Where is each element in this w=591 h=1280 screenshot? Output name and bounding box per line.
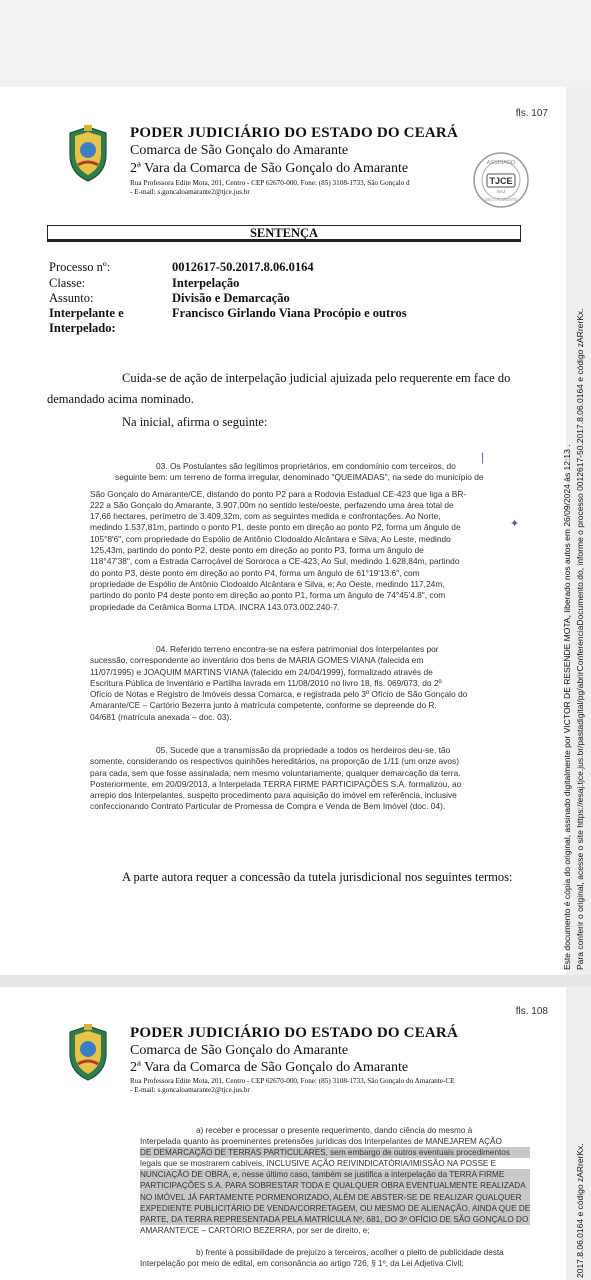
folio-number: fls. 107 — [515, 108, 548, 119]
excerpt-line: seguinte bem: um terreno de forma irregular, denominado "QUEIMADAS", na sede do município de — [115, 472, 484, 483]
excerpt-line-highlighted: PARTE, DA TERRA REPRESENTADA PELA MATRÍCULA Nº. 681, DO 3º OFÍCIO DE SÃO GONÇALO DO — [140, 1214, 529, 1224]
excerpt-paragraph-04 — [90, 644, 467, 723]
excerpt-line: Ofício de Notas e Registro de Imóveis dessa Comarca, e registrada pelo 3º Ofício de São Gonçalo do — [90, 689, 468, 700]
excerpt-line: 125,43m, partindo do ponto P2, deste ponto em direção ao ponto P3, forma um ângulo de — [90, 545, 424, 556]
excerpt-line: AMARANTE/CE – CARTÓRIO BEZERRA, por ser de direito, e; — [140, 1225, 370, 1235]
excerpt-line: a) receber e processar o presente requerimento, dando ciência do mesmo à — [196, 1126, 473, 1135]
excerpt-line: partindo do ponto P4 deste ponto em direção ao ponto P1, forma um ângulo de 74°45'4.8", com — [90, 590, 446, 601]
court-title: PODER JUDICIÁRIO DO ESTADO DO CEARÁ — [130, 1025, 458, 1041]
seal-top-text: ASSINADO — [486, 160, 516, 166]
excerpt-line-highlighted: DE DEMARCAÇÃO DE TERRAS PARTICULARES, sem embargo de outros eventuais procedimentos — [140, 1147, 530, 1158]
excerpt-line: Posteriormente, em 20/09/2013, a Interpelada TERRA FIRME PARTICIPAÇÕES S.A. formalizou, ao — [90, 778, 462, 789]
court-email: - E-mail: s.goncaloamarante2@tjce.jus.br — [130, 1086, 250, 1094]
excerpt-line-highlighted: NUNCIAÇÃO DE OBRA, e, nesse último caso, também se justifica a interpelação da TERRA FIRME — [140, 1169, 530, 1180]
section-title: SENTENÇA — [249, 226, 319, 240]
excerpt-line: 04/681 (matrícula anexada – doc. 03). — [90, 711, 232, 722]
margin-mark-icon: ✦ — [510, 518, 520, 530]
meta-label-assunto: Assunto: — [49, 291, 94, 305]
court-address: Rua Professora Edite Mota, 201, Centro - CEP 62670-000, Fone: (85) 3108-1733, São Gonçalo d — [130, 179, 410, 187]
meta-label-processo: Processo nº: — [49, 260, 111, 274]
excerpt-line-highlighted: EXPEDIENTE PUBLICITÁRIO DE VENDA/CORRETAGEM, OU MESMO DE ALIENAÇÃO, AINDA QUE DE — [140, 1203, 531, 1213]
excerpt-line: 222 a São Gonçalo do Amarante, 3.907,00m no sentido leste/oeste, perfazendo uma área total de — [90, 499, 454, 510]
excerpt-line: sucessão, correspondente ao inventário dos bens de MARIA GOMES VIANA (falecida em — [90, 655, 424, 666]
meta-label-partes: Interpelante e — [49, 306, 124, 320]
document-page-107 — [0, 87, 566, 975]
excerpt-paragraph-05 — [90, 745, 461, 813]
excerpt-line: São Gonçalo do Amarante/CE, distando do ponto P2 para a Rodovia Estadual CE-423 que liga a BR- — [90, 488, 467, 499]
excerpt-line: 05. Sucede que a transmissão da propriedade a todos os herdeiros deu-se, tão — [156, 745, 451, 755]
excerpt-line-highlighted: PARTICIPAÇÕES S.A. PARA SOBRESTAR TODA E QUALQUER OBRA EVENTUALMENTE REALIZADA — [140, 1180, 530, 1191]
excerpt-line: Escritura Pública de Inventário e Partilha lavrada em 11/08/2010 no livro 18, fls. 069/073, do 2º — [90, 677, 442, 688]
excerpt-line: 17,66 hectares, perímetro de 3.409,32m, com as seguintes medida e confrontações. Ao Norte, — [90, 511, 441, 522]
meta-value-partes: Francisco Girlando Viana Procópio e outros — [172, 306, 407, 320]
intro-line-2: demandado acima nominado. — [47, 392, 194, 406]
seal-sub-text: SAJ — [496, 189, 506, 194]
excerpt-line: arrepio dos Interpelantes, suspeito procedimento para aquisição do imóvel em referência, inclusive — [90, 790, 457, 801]
ceara-crest-icon — [66, 1024, 110, 1082]
page-gap — [0, 975, 591, 987]
meta-value-classe: Interpelação — [172, 276, 240, 290]
comarca-name: Comarca de São Gonçalo do Amarante — [130, 143, 349, 158]
excerpt-line-highlighted: NO IMÓVEL JÁ FARTAMENTE PORMENORIZADO, ALÉM DE ABSTER-SE DE REALIZAR QUALQUER — [140, 1192, 530, 1203]
document-page-108 — [0, 987, 566, 1280]
court-address: Rua Professora Edite Mota, 201, Centro - CEP 62670-000, Fone: (85) 3108-1733, São Gonçalo do Amarante-CE — [130, 1077, 455, 1085]
meta-value-assunto: Divisão e Demarcação — [172, 291, 290, 305]
excerpt-line: Interpelação por meio de edital, em consonância ao artigo 726, § 1º, da Lei Adjetiva Civil; — [140, 1259, 464, 1269]
ceara-crest-icon — [66, 125, 110, 183]
digital-signature-seal-icon — [472, 151, 530, 209]
vara-name: 2ª Vara da Comarca de São Gonçalo do Amarante — [130, 161, 409, 176]
meta-value-processo: 0012617-50.2017.8.06.0164 — [172, 260, 314, 274]
comarca-name: Comarca de São Gonçalo do Amarante — [130, 1043, 349, 1058]
digital-copy-stamp-line-2: Para conferir o original, acesse o site https://esaj.tjce.jus.br/pastadigital/pg/abrirConferenciaDocumento.do, informe o processo 0012617-50.2017.8.06.0164 e código zARrerKx. — [575, 308, 585, 970]
seal-center-text: TJCE — [489, 176, 513, 186]
excerpt-line: 118°47'38", com a Estrada Carroçável de Sororoca a CE-423; Ao Sul, medindo 1.628,84m, partindo — [90, 556, 460, 567]
excerpt-item-b — [140, 1247, 504, 1269]
intro-line-3: Na inicial, afirma o seguinte: — [122, 415, 268, 429]
court-email: - E-mail: s.goncaloamarante2@tjce.jus.br — [130, 188, 250, 196]
excerpt-line: do ponto P3, deste ponto em direção ao ponto P4, forma um ângulo de 61°19'13.6", com — [90, 567, 420, 578]
excerpt-line: confeccionando Contrato Particular de Promessa de Compra e Venda de Bem Imóvel (doc. 04). — [90, 801, 446, 812]
section-title-box — [47, 225, 521, 242]
closing-line: A parte autora requer a concessão da tutela jurisdicional nos seguintes termos: — [122, 870, 513, 884]
intro-line-1: Cuida-se de ação de interpelação judicial ajuizada pelo requerente em face do — [122, 371, 511, 385]
digital-copy-stamp-line-1: Este documento é cópia do original, assinado digitalmente por VICTOR DE RESENDE MOTA, liberado nos autos em 26/09/2024 às 12:13 . — [562, 444, 572, 970]
top-margin — [0, 0, 591, 87]
excerpt-line: Interpelada quanto às proeminentes pretensões jurídicas dos Interpelantes de MANEJAREM AÇÃO — [140, 1137, 502, 1147]
court-title: PODER JUDICIÁRIO DO ESTADO DO CEARÁ — [130, 125, 458, 141]
excerpt-item-a — [140, 1125, 530, 1236]
excerpt-line: 11/07/1995) e JOAQUIM MARTINS VIANA (falecido em 24/04/1999), formalizado através de — [90, 666, 433, 677]
excerpt-line: 04. Referido terreno encontra-se na esfera patrimonial dos Interpelantes por — [156, 644, 439, 654]
excerpt-line: Amarante/CE – Cartório Bezerra junto à matrícula competente, conforme se depreende do R. — [90, 700, 437, 711]
digital-copy-stamp-line-3: 2017.8.06.0164 e código zARrerKx. — [575, 1143, 585, 1278]
vara-name: 2ª Vara da Comarca de São Gonçalo do Amarante — [130, 1060, 409, 1075]
meta-label-classe: Classe: — [49, 276, 86, 290]
pen-mark-icon: ❘ — [478, 452, 488, 464]
excerpt-line: b) frente à possibilidade de prejuízo a terceiros, acolher o pleito de publicidade desta — [196, 1248, 504, 1257]
excerpt-line: propriedade da Cerâmica Borma LTDA. INCRA 143.073.002.240-7. — [90, 601, 340, 612]
excerpt-line: medindo 1.537,81m, partindo o ponto P1, deste ponto em direção ao ponto P2, forma um ângulo de — [90, 522, 461, 533]
excerpt-line: para cada, sem que fosse assinalada, nem mesmo voluntariamente, qualquer demarcação da terra. — [90, 767, 461, 778]
excerpt-line: 105°8'6", com propriedade do Espólio de Antônio Clodoaldo Alcântara e Silva; Ao Leste, medindo — [90, 533, 451, 544]
excerpt-line: legais que se mostrarem cabíveis, INCLUSIVE AÇÃO REIVINDICATÓRIA/IMISSÃO NA POSSE E — [140, 1159, 497, 1169]
excerpt-line: 03. Os Postulantes são legítimos proprietários, em condomínio com terceiros, do — [156, 461, 456, 471]
meta-label-partes-2: Interpelado: — [49, 321, 116, 335]
excerpt-line: somente, considerando os respectivos quinhões hereditários, na proporção de 1/11 (um onze avos) — [90, 756, 460, 767]
folio-number: fls. 108 — [515, 1006, 548, 1017]
excerpt-paragraph-03 — [90, 461, 484, 613]
seal-bottom-text: DIGITALMENTE — [484, 197, 518, 202]
excerpt-line: propriedade de Espólio de Antônio Clodoaldo Alcântara e Silva, e; Ao Oeste, medindo 117,24m, — [90, 578, 445, 589]
